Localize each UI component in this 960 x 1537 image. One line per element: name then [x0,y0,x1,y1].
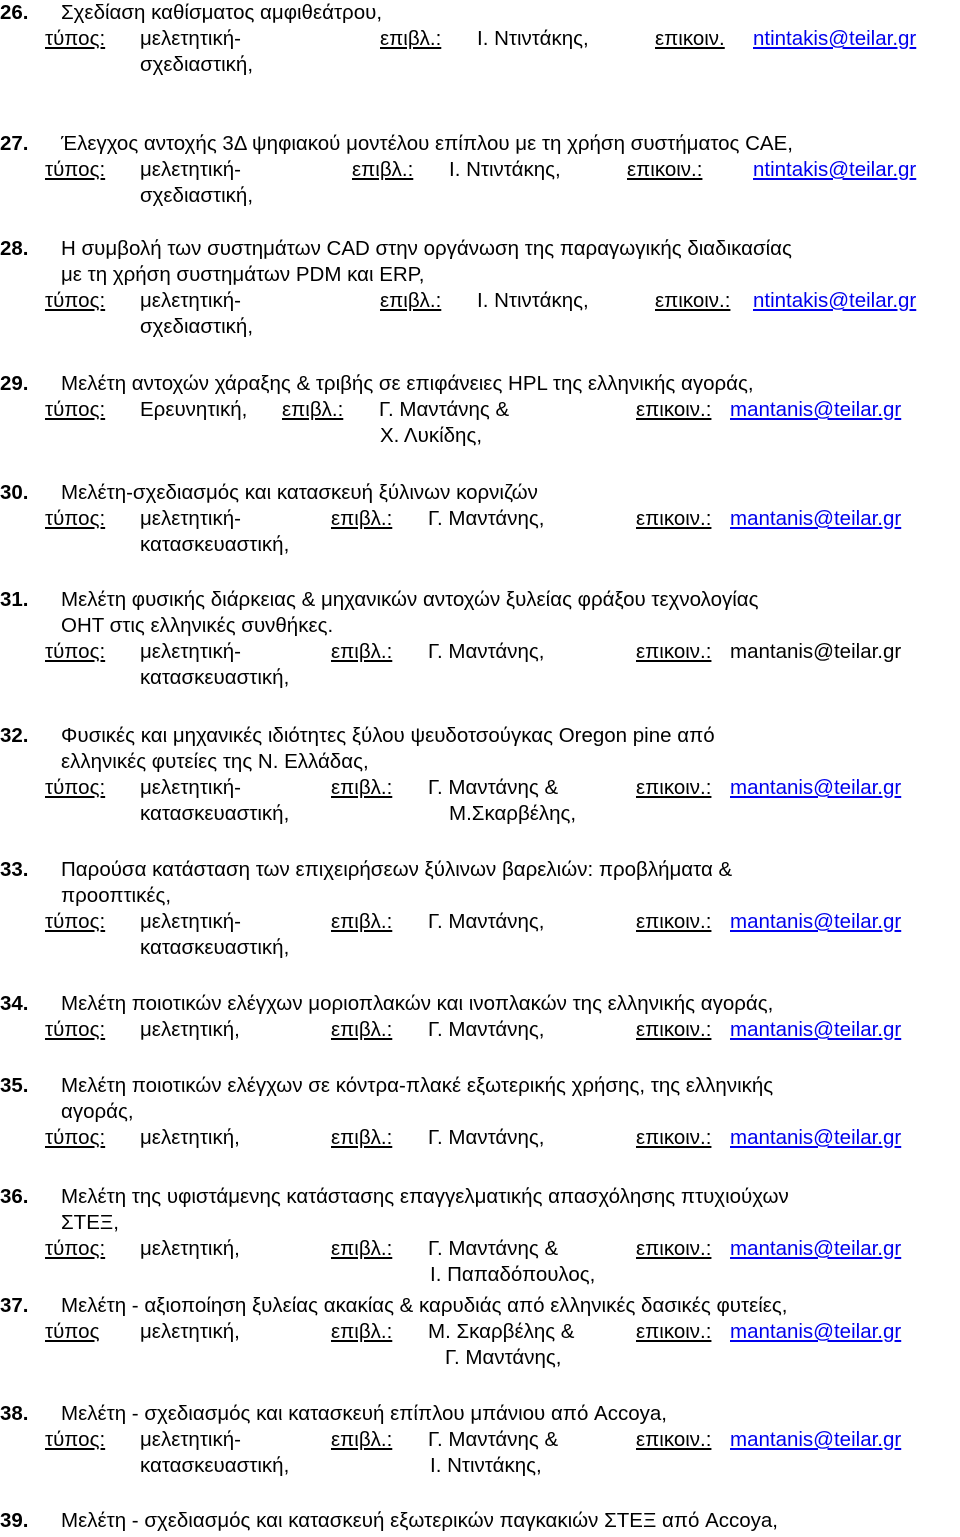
contact-label: επικοιν.: [636,507,712,530]
type-value: σχεδιαστική, [140,315,254,338]
item-number: 32. [0,724,29,747]
supervisor-name: Γ. Μαντάνης, [428,1126,545,1149]
contact-label: επικοιν. [655,27,725,50]
type-value: κατασκευαστική, [140,802,290,825]
supervisor-name: Μ. Σκαρβέλης & [428,1320,575,1343]
type-label: τύπος: [45,398,106,421]
item-number: 27. [0,132,29,155]
supervisor-name: Γ. Μαντάνης & [379,398,510,421]
item-title-line: Μελέτη-σχεδιασμός και κατασκευή ξύλινων κορνιζών [61,481,538,504]
item-number: 36. [0,1185,29,1208]
contact-label: επικοιν.: [636,1126,712,1149]
supervisor-name: Γ. Μαντάνης & [428,1428,559,1451]
email-link[interactable]: mantanis@teilar.gr [730,1320,902,1343]
supervisor-label: επιβλ.: [380,289,442,312]
item-number: 39. [0,1509,29,1532]
supervisor-name: Γ. Μαντάνης, [428,910,545,933]
supervisor-label: επιβλ.: [331,776,393,799]
item-number: 38. [0,1402,29,1425]
contact-label: επικοιν.: [636,1428,712,1451]
supervisor-label: επιβλ.: [331,1237,393,1260]
type-label: τύπος: [45,1018,106,1041]
email-link[interactable]: mantanis@teilar.gr [730,398,902,421]
supervisor-label: επιβλ.: [331,1018,393,1041]
supervisor-name: Χ. Λυκίδης, [380,424,483,447]
item-title-line: Μελέτη - σχεδιασμός και κατασκευή εξωτερικών παγκακιών ΣΤΕΞ από Accoya, [61,1509,778,1532]
contact-label: επικοιν.: [636,398,712,421]
item-title-line: Φυσικές και μηχανικές ιδιότητες ξύλου ψευδοτσούγκας Oregon pine από [61,724,715,747]
type-label: τύπος: [45,27,106,50]
item-title-line: αγοράς, [61,1100,134,1123]
item-title-line: Μελέτη της υφιστάμενης κατάστασης επαγγελματικής απασχόλησης πτυχιούχων [61,1185,789,1208]
email-link[interactable]: mantanis@teilar.gr [730,910,902,933]
type-value: μελετητική- [140,158,241,181]
item-number: 37. [0,1294,29,1317]
item-title-line: ΣΤΕΞ, [61,1211,119,1234]
type-value: μελετητική- [140,910,241,933]
type-value: σχεδιαστική, [140,53,254,76]
item-title-line: Μελέτη ποιοτικών ελέγχων μοριοπλακών και ινοπλακών της ελληνικής αγοράς, [61,992,774,1015]
type-value: κατασκευαστική, [140,1454,290,1477]
item-title-line: Μελέτη αντοχών χάραξης & τριβής σε επιφάνειες HPL της ελληνικής αγοράς, [61,372,754,395]
supervisor-label: επιβλ.: [352,158,414,181]
supervisor-name: Γ. Μαντάνης, [428,640,545,663]
type-value: σχεδιαστική, [140,184,254,207]
type-label: τύπος: [45,640,106,663]
item-number: 26. [0,1,29,24]
supervisor-name: Ι. Παπαδόπουλος, [430,1263,596,1286]
type-label: τύπος: [45,910,106,933]
item-number: 33. [0,858,29,881]
item-title-line: με τη χρήση συστημάτων PDM και ERP, [61,263,425,286]
type-label: τύπος: [45,1126,106,1149]
item-number: 30. [0,481,29,504]
contact-label: επικοιν.: [636,1320,712,1343]
type-value: μελετητική- [140,640,241,663]
contact-label: επικοιν.: [627,158,703,181]
supervisor-label: επιβλ.: [331,1428,393,1451]
type-value: Ερευνητική, [140,398,248,421]
item-title-line: Μελέτη ποιοτικών ελέγχων σε κόντρα-πλακέ εξωτερικής χρήσης, της ελληνικής [61,1074,774,1097]
supervisor-name: Γ. Μαντάνης, [428,507,545,530]
type-value: κατασκευαστική, [140,666,290,689]
type-label: τύπος: [45,507,106,530]
item-title-line: ελληνικές φυτείες της Ν. Ελλάδας, [61,750,369,773]
type-label: τύπος: [45,776,106,799]
email-link[interactable]: mantanis@teilar.gr [730,1428,902,1451]
item-number: 29. [0,372,29,395]
type-value: μελετητική- [140,1428,241,1451]
email-link[interactable]: ntintakis@teilar.gr [753,289,917,312]
type-value: μελετητική- [140,289,241,312]
type-value: μελετητική- [140,27,241,50]
email-link[interactable]: ntintakis@teilar.gr [753,158,917,181]
supervisor-label: επιβλ.: [331,1320,393,1343]
type-value: κατασκευαστική, [140,533,290,556]
contact-label: επικοιν.: [636,910,712,933]
type-label: τύπος: [45,1237,106,1260]
type-label: τύπος: [45,289,106,312]
type-label: τύπος [45,1320,100,1343]
item-number: 35. [0,1074,29,1097]
contact-label: επικοιν.: [636,1237,712,1260]
email-link[interactable]: ntintakis@teilar.gr [753,27,917,50]
contact-label: επικοιν.: [636,776,712,799]
type-value: μελετητική- [140,776,241,799]
supervisor-name: Ι. Ντιντάκης, [430,1454,542,1477]
supervisor-name: Γ. Μαντάνης & [428,776,559,799]
item-title-line: Έλεγχος αντοχής 3Δ ψηφιακού μοντέλου επίπλου με τη χρήση συστήματος CAE, [61,132,793,155]
supervisor-label: επιβλ.: [331,910,393,933]
type-value: κατασκευαστική, [140,936,290,959]
type-value: μελετητική, [140,1237,240,1260]
item-number: 28. [0,237,29,260]
type-value: μελετητική, [140,1320,240,1343]
email-link[interactable]: mantanis@teilar.gr [730,507,902,530]
supervisor-name: Μ.Σκαρβέλης, [449,802,577,825]
contact-label: επικοιν.: [636,640,712,663]
item-title-line: Μελέτη - σχεδιασμός και κατασκευή επίπλου μπάνιου από Accoya, [61,1402,667,1425]
item-title-line: Παρούσα κατάσταση των επιχειρήσεων ξύλινων βαρελιών: προβλήματα & [61,858,733,881]
type-label: τύπος: [45,158,106,181]
type-value: μελετητική, [140,1018,240,1041]
supervisor-name: Γ. Μαντάνης & [428,1237,559,1260]
supervisor-label: επιβλ.: [380,27,442,50]
email-link[interactable]: mantanis@teilar.gr [730,1018,902,1041]
type-value: μελετητική, [140,1126,240,1149]
supervisor-label: επιβλ.: [331,507,393,530]
item-title-line: προοπτικές, [61,884,172,907]
email-link[interactable]: mantanis@teilar.gr [730,1126,902,1149]
item-number: 31. [0,588,29,611]
item-title-line: Η συμβολή των συστημάτων CAD στην οργάνωση της παραγωγικής διαδικασίας [61,237,792,260]
supervisor-label: επιβλ.: [331,640,393,663]
item-title-line: Σχεδίαση καθίσματος αμφιθεάτρου, [61,1,383,24]
contact-label: επικοιν.: [655,289,731,312]
item-number: 34. [0,992,29,1015]
supervisor-name: Γ. Μαντάνης, [445,1346,562,1369]
type-value: μελετητική- [140,507,241,530]
item-title-line: Μελέτη - αξιοποίηση ξυλείας ακακίας & καρυδιάς από ελληνικές δασικές φυτείες, [61,1294,788,1317]
email-link: mantanis@teilar.gr [730,640,902,663]
supervisor-name: Ι. Ντιντάκης, [477,289,589,312]
supervisor-name: Ι. Ντιντάκης, [449,158,561,181]
email-link[interactable]: mantanis@teilar.gr [730,776,902,799]
supervisor-name: Γ. Μαντάνης, [428,1018,545,1041]
supervisor-label: επιβλ.: [331,1126,393,1149]
contact-label: επικοιν.: [636,1018,712,1041]
supervisor-name: Ι. Ντιντάκης, [477,27,589,50]
item-title-line: OHT στις ελληνικές συνθήκες. [61,614,334,637]
type-label: τύπος: [45,1428,106,1451]
supervisor-label: επιβλ.: [282,398,344,421]
item-title-line: Μελέτη φυσικής διάρκειας & μηχανικών αντοχών ξυλείας φράξου τεχνολογίας [61,588,759,611]
email-link[interactable]: mantanis@teilar.gr [730,1237,902,1260]
